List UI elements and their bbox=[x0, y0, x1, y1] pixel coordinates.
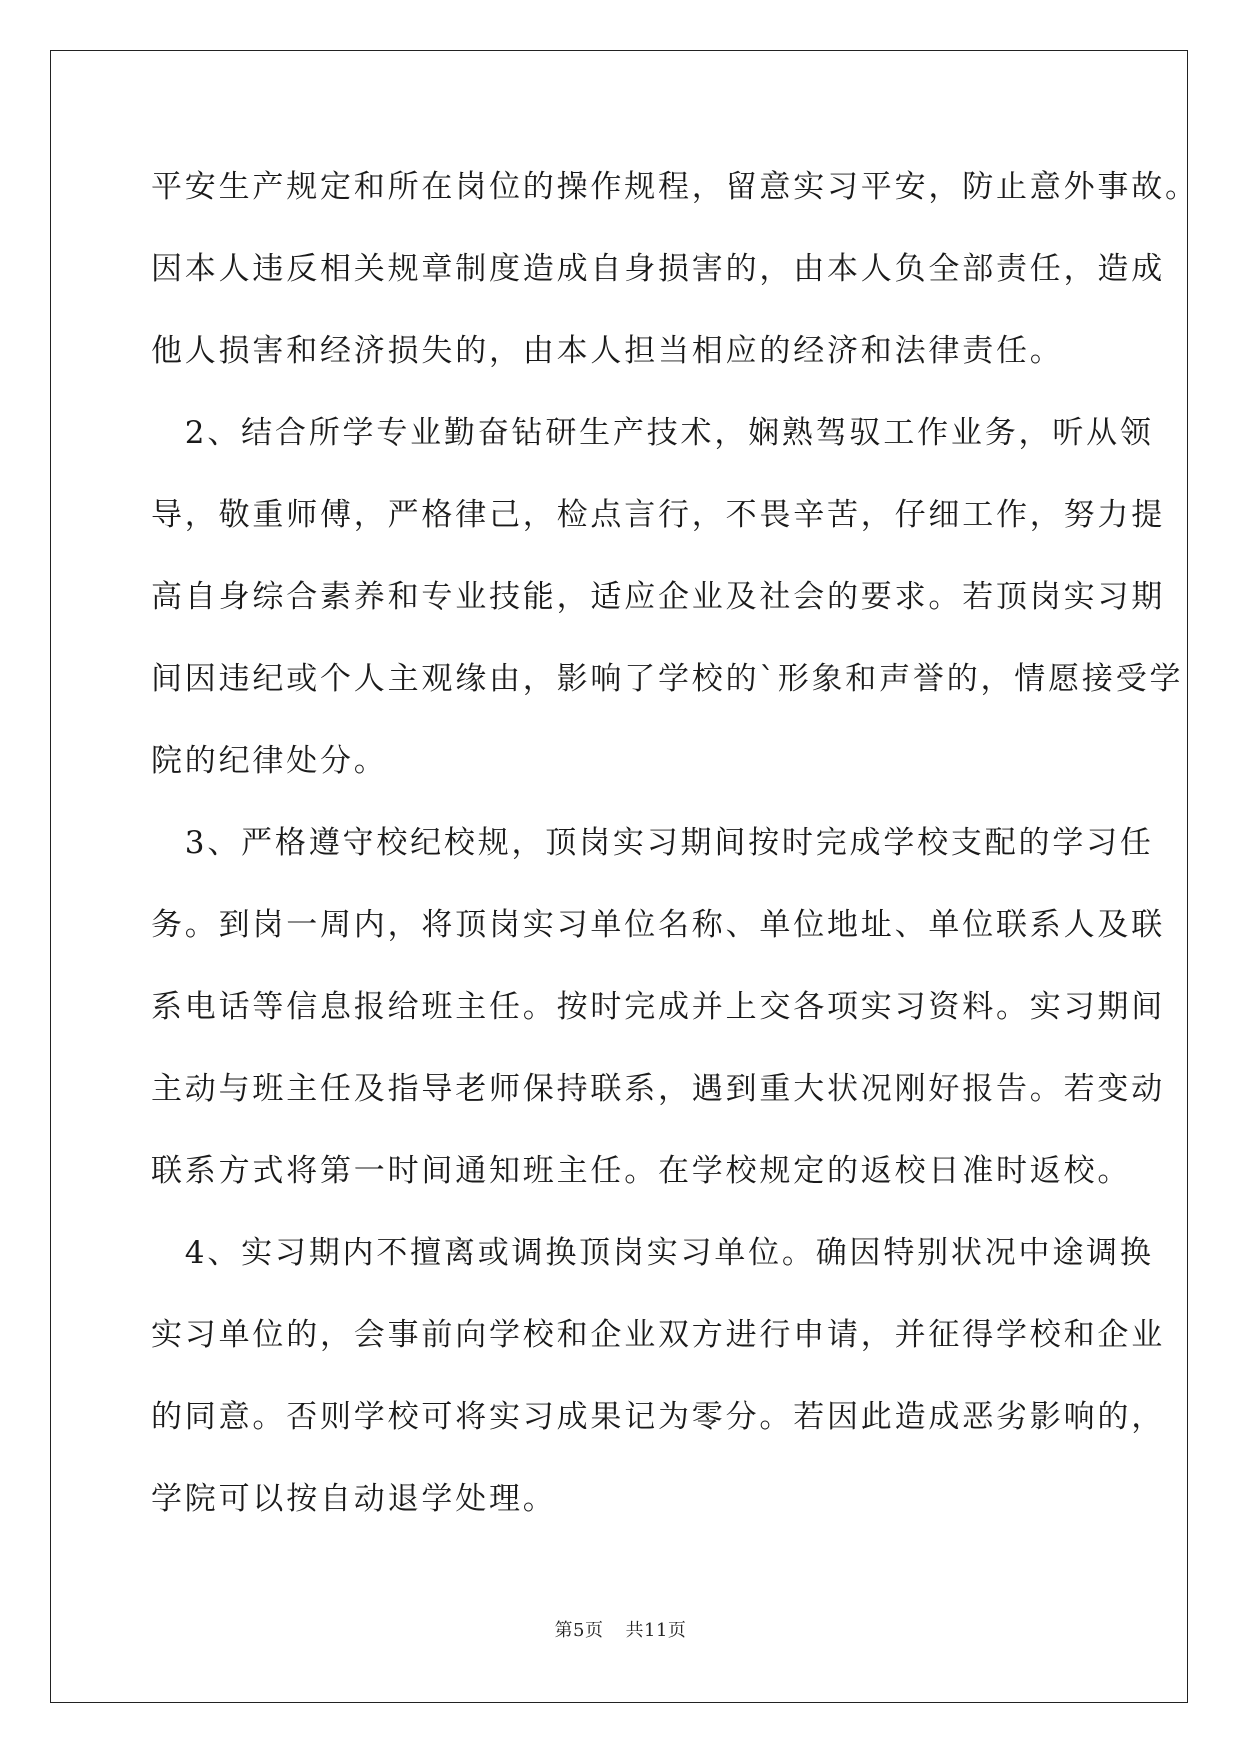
text-line: 间因违纪或个人主观缘由，影响了学校的`形象和声誉的，情愿接受学 bbox=[151, 661, 1184, 697]
text-line: 高自身综合素养和专业技能，适应企业及社会的要求。若顶岗实习期 bbox=[151, 579, 1165, 615]
text-line: 务。到岗一周内，将顶岗实习单位名称、单位地址、单位联系人及联 bbox=[151, 907, 1165, 943]
text-line: 院的纪律处分。 bbox=[151, 743, 388, 779]
text-line: 导，敬重师傅，严格律己，检点言行，不畏辛苦，仔细工作，努力提 bbox=[151, 497, 1165, 533]
paragraph-start-line: 4、实习期内不擅离或调换顶岗实习单位。确因特别状况中途调换 bbox=[151, 1235, 1154, 1271]
text-line: 系电话等信息报给班主任。按时完成并上交各项实习资料。实习期间 bbox=[151, 989, 1165, 1025]
text-line: 主动与班主任及指导老师保持联系，遇到重大状况刚好报告。若变动 bbox=[151, 1071, 1165, 1107]
page-footer bbox=[0, 1616, 1241, 1642]
document-body bbox=[151, 146, 1199, 1540]
text-line: 平安生产规定和所在岗位的操作规程，留意实习平安，防止意外事故。 bbox=[151, 169, 1199, 205]
text-line: 联系方式将第一时间通知班主任。在学校规定的返校日准时返校。 bbox=[151, 1153, 1132, 1189]
paragraph-start-line: 2、结合所学专业勤奋钻研生产技术，娴熟驾驭工作业务，听从领 bbox=[151, 415, 1154, 451]
page-total: 共11页 bbox=[625, 1620, 687, 1641]
page-number: 第5页 bbox=[554, 1620, 604, 1641]
paragraph-start-line: 3、严格遵守校纪校规，顶岗实习期间按时完成学校支配的学习任 bbox=[151, 825, 1154, 861]
text-line: 因本人违反相关规章制度造成自身损害的，由本人负全部责任，造成 bbox=[151, 251, 1165, 287]
text-line: 的同意。否则学校可将实习成果记为零分。若因此造成恶劣影响的， bbox=[151, 1399, 1165, 1435]
text-line: 学院可以按自动退学处理。 bbox=[151, 1481, 557, 1517]
text-line: 他人损害和经济损失的，由本人担当相应的经济和法律责任。 bbox=[151, 333, 1064, 369]
text-line: 实习单位的，会事前向学校和企业双方进行申请，并征得学校和企业 bbox=[151, 1317, 1165, 1353]
